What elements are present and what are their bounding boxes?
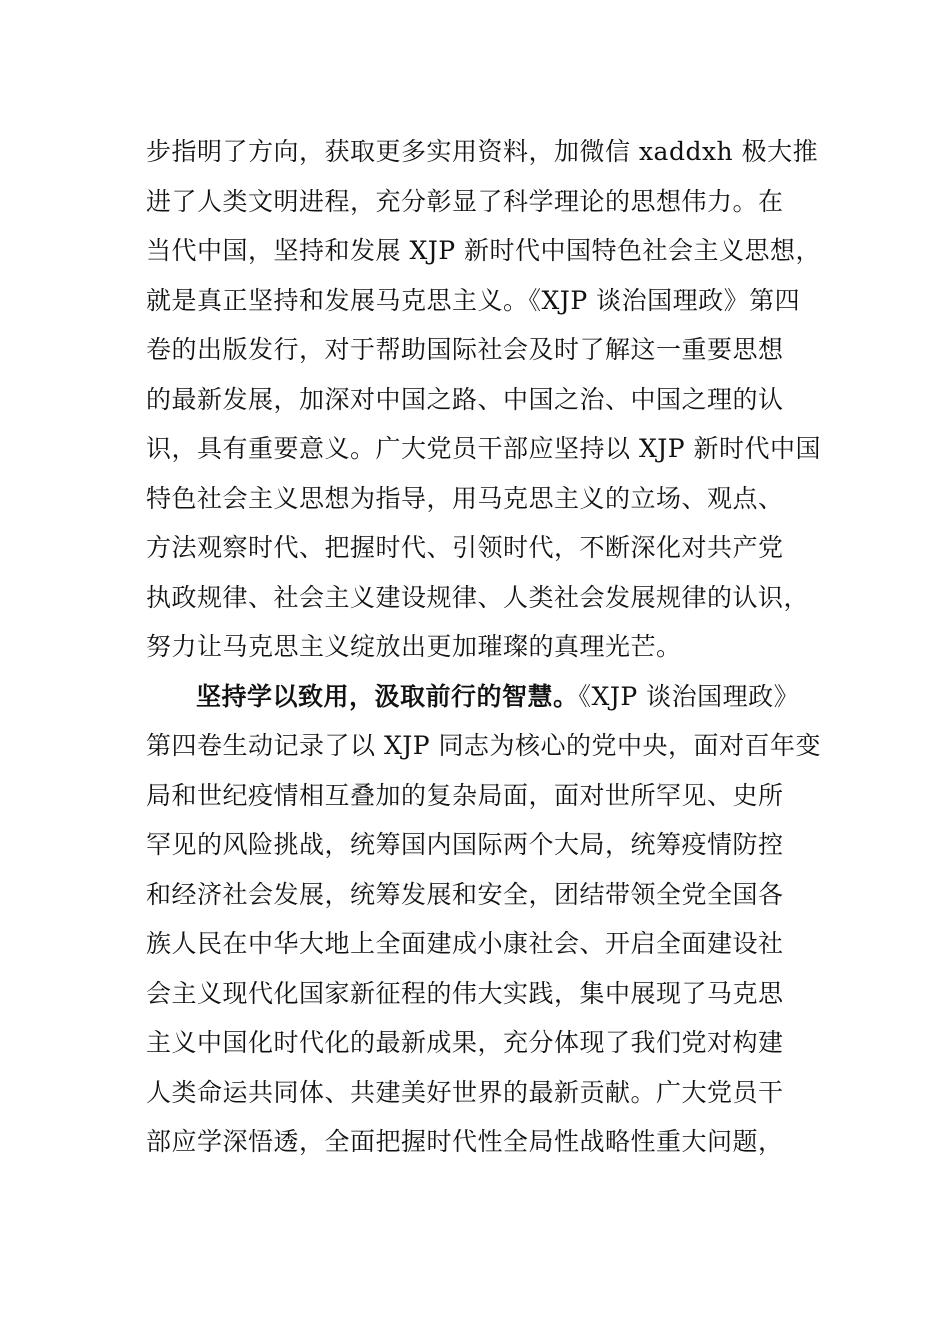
text-line: 人类命运共同体、共建美好世界的最新贡献。广大党员干 xyxy=(146,1077,784,1107)
text-line: 特色社会主义思想为指导，用马克思主义的立场、观点、 xyxy=(146,483,784,513)
text-line: 和经济社会发展，统筹发展和安全，团结带领全党全国各 xyxy=(146,879,784,909)
text-line: 当代中国，坚持和发展 XJP 新时代中国特色社会主义思想， xyxy=(146,236,822,265)
text-line: 就是真正坚持和发展马克思主义。《XJP 谈治国理政》第四 xyxy=(146,285,801,315)
text-line: 的最新发展，加深对中国之路、中国之治、中国之理的认 xyxy=(146,384,784,414)
text-line: 步指明了方向，获取更多实用资料，加微信 xaddxh 极大推 xyxy=(146,137,819,166)
text-line: 族人民在中华大地上全面建成小康社会、开启全面建设社 xyxy=(146,929,784,958)
text-line: 部应学深悟透，全面把握时代性全局性战略性重大问题， xyxy=(146,1127,784,1156)
text-line: 会主义现代化国家新征程的伟大实践，集中展现了马克思 xyxy=(146,978,784,1008)
text-line: 进了人类文明进程，充分彰显了科学理论的思想伟力。在 xyxy=(146,186,784,216)
text-line: 方法观察时代、把握时代、引领时代，不断深化对共产党 xyxy=(146,533,784,562)
body-text xyxy=(146,127,822,1167)
text-line: 罕见的风险挑战，统筹国内国际两个大局，统筹疫情防控 xyxy=(146,830,784,859)
paragraph-heading: 坚持学以致用，汲取前行的智慧。 xyxy=(196,681,579,711)
text-line: 局和世纪疫情相互叠加的复杂局面，面对世所罕见、史所 xyxy=(146,780,784,810)
text-line: 卷的出版发行，对于帮助国际社会及时了解这一重要思想 xyxy=(146,335,784,364)
text-line: 努力让马克思主义绽放出更加璀璨的真理光芒。 xyxy=(146,632,682,661)
text-line: 主义中国化时代化的最新成果，充分体现了我们党对构建 xyxy=(146,1028,784,1057)
text-line: 识，具有重要意义。广大党员干部应坚持以 XJP 新时代中国 xyxy=(146,434,822,463)
text-line: 第四卷生动记录了以 XJP 同志为核心的党中央，面对百年变 xyxy=(146,731,822,760)
text-span: 《XJP 谈治国理政》 xyxy=(578,681,800,711)
paragraph-heading-line xyxy=(146,672,806,722)
text-line: 执政规律、社会主义建设规律、人类社会发展规律的认识， xyxy=(146,582,810,612)
